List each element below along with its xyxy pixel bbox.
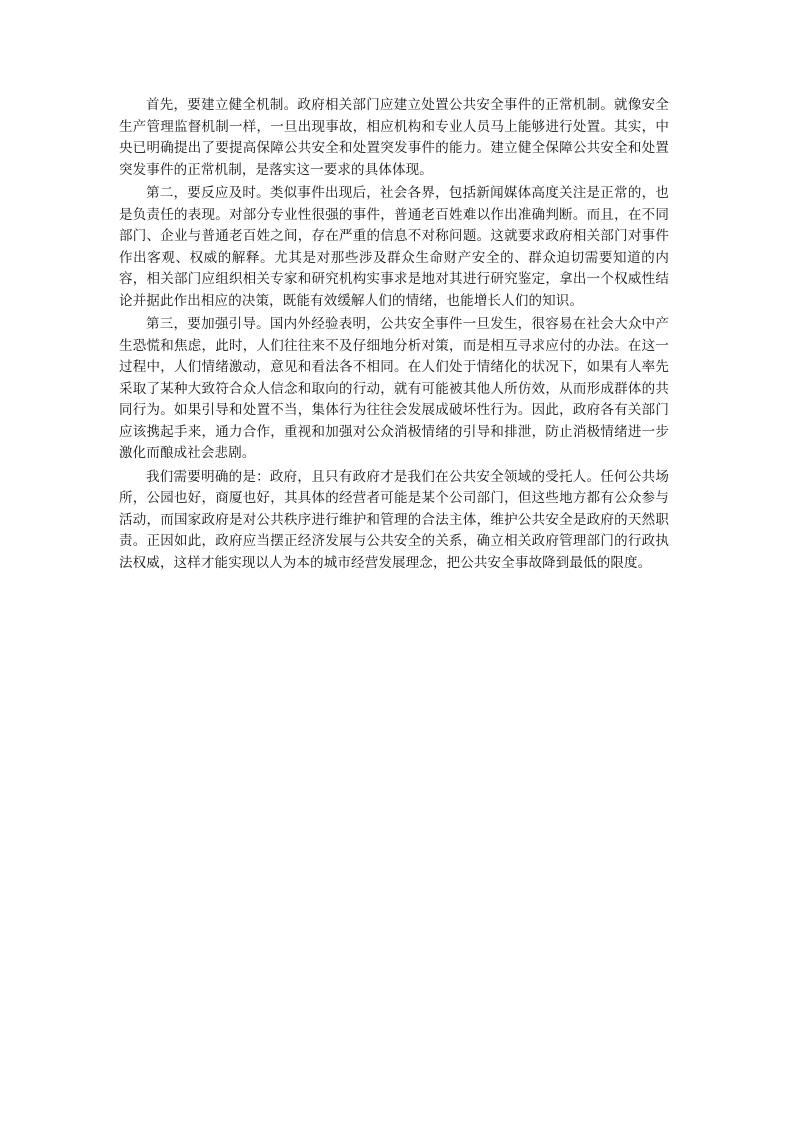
paragraph-government-role: 我们需要明确的是：政府，且只有政府才是我们在公共安全领域的受托人。任何公共场所，公园也好，商厦也好，其具体的经营者可能是某个公司部门，但这些地方都有公众参与活动，而国家政府是对公共秩序进行维护和管理的合法主体，维护公共安全是政府的天然职责。正因如此，政府应当摆正经济发展与公共安全的关系，确立相关政府管理部门的行政执法权威，这样才能实现以人为本的城市经营发展理念，把公共安全事故降到最低的限度。	[119, 468, 669, 571]
document-body	[119, 95, 669, 576]
paragraph-guidance: 第三，要加强引导。国内外经验表明，公共安全事件一旦发生，很容易在社会大众中产生恐慌和焦虑，此时，人们往往来不及仔细地分析对策，而是相互寻求应付的办法。在这一过程中，人们情绪激动，意见和看法各不相同。在人们处于情绪化的状况下，如果有人率先采取了某种大致符合众人信念和取向的行动，就有可能被其他人所仿效，从而形成群体的共同行为。如果引导和处置不当，集体行为往往会发展成破坏性行为。因此，政府各有关部门应该携起手来，通力合作，重视和加强对公众消极情绪的引导和排泄，防止消极情绪进一步激化而酿成社会悲剧。	[119, 316, 669, 461]
paragraph-mechanism: 首先，要建立健全机制。政府相关部门应建立处置公共安全事件的正常机制。就像安全生产管理监督机制一样，一旦出现事故，相应机构和专业人员马上能够进行处置。其实，中央已明确提出了要提高保障公共安全和处置突发事件的能力。建立健全保障公共安全和处置突发事件的正常机制，是落实这一要求的具体体现。	[119, 97, 669, 178]
paragraph-timely-response: 第二，要反应及时。类似事件出现后，社会各界，包括新闻媒体高度关注是正常的，也是负责任的表现。对部分专业性很强的事件，普通老百姓难以作出准确判断。而且，在不同部门、企业与普通老百姓之间，存在严重的信息不对称问题。这就要求政府相关部门对事件作出客观、权威的解释。尤其是对那些涉及群众生命财产安全的、群众迫切需要知道的内容，相关部门应组织相关专家和研究机构实事求是地对其进行研究鉴定，拿出一个权威性结论并据此作出相应的决策，既能有效缓解人们的情绪，也能增长人们的知识。	[119, 185, 669, 309]
